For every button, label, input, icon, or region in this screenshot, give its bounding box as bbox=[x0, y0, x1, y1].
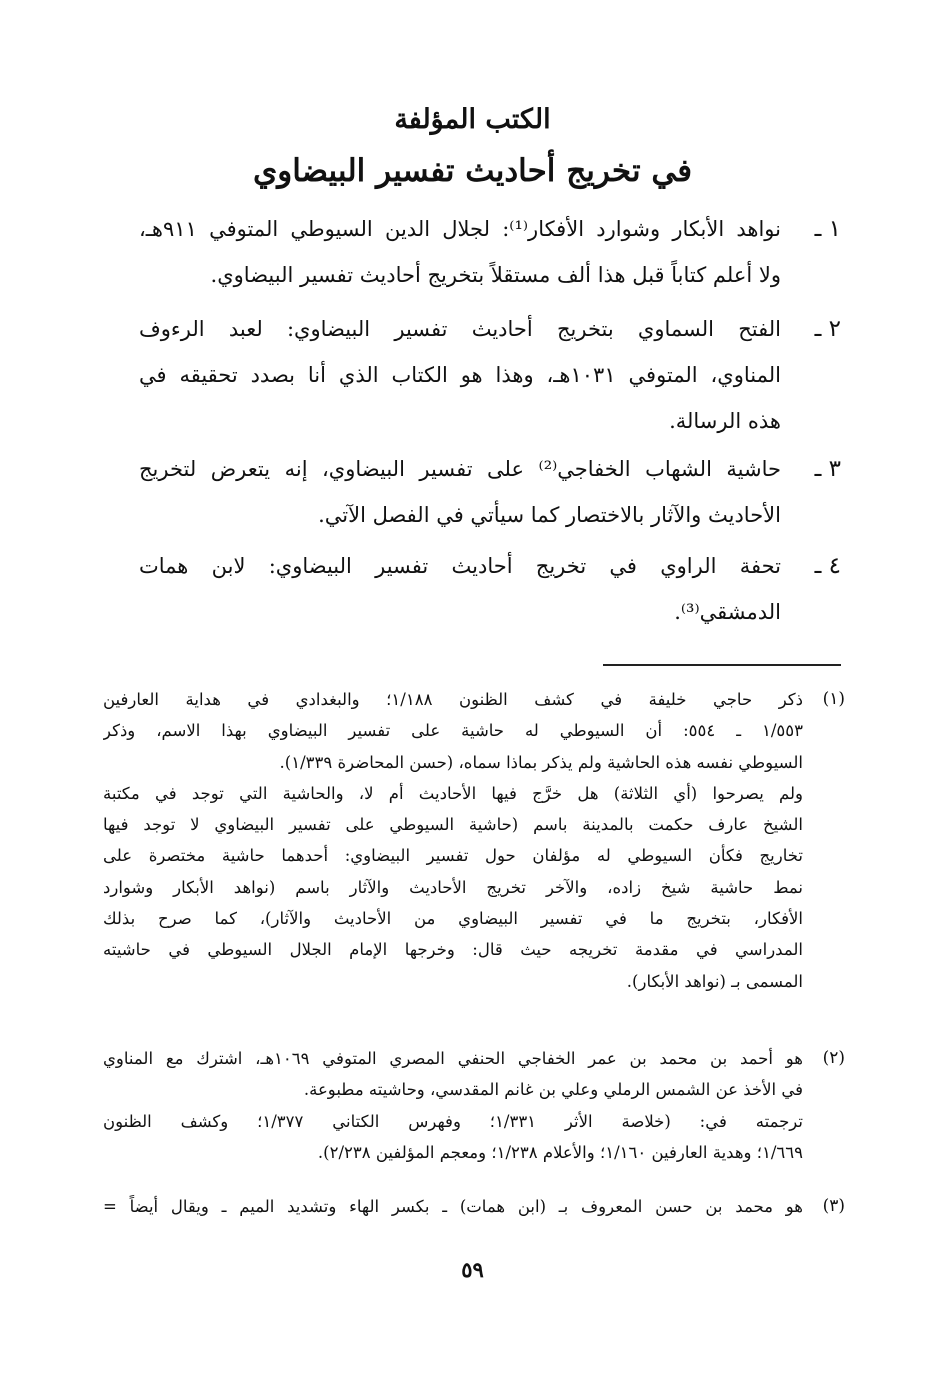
text-line: حاشية الشهاب الخفاجي⁽²⁾ على تفسير البيضاوي، إنه يتعرض لتخريج bbox=[139, 457, 781, 481]
text-line: الدمشقي⁽³⁾. bbox=[674, 600, 781, 624]
footnote-line: تخاريج فكأن السيوطي له مؤلفان حول تفسير البيضاوي: أحدهما حاشية مختصرة على bbox=[103, 846, 803, 866]
footnote-number: (٣) bbox=[822, 1196, 845, 1216]
footnote-line: نمط حاشية شيخ زاده، والآخر تخريج الأحاديث والآثار باسم (نواهد الأبكار وشوارد bbox=[103, 877, 803, 897]
text-line: نواهد الأبكار وشوارد الأفكار⁽¹⁾: لجلال الدين السيوطي المتوفي ٩١١هـ، bbox=[139, 217, 781, 241]
footnote-number: (١) bbox=[822, 689, 845, 709]
text-line: هذه الرسالة. bbox=[669, 409, 781, 433]
footnote-line: ١/٥٥٣ ـ ٥٥٤: أن السيوطي له حاشية على تفسير البيضاوي بهذا الاسم، وذكر bbox=[103, 721, 803, 741]
text-line: ولا أعلم كتاباً قبل هذا ألف مستقلاً بتخريج أحاديث تفسير البيضاوي. bbox=[210, 263, 781, 287]
item-number: ١ ـ bbox=[814, 216, 841, 242]
footnote-line: الشيخ عارف حكمت بالمدينة باسم (حاشية السيوطي على تفسير البيضاوي لا توجد فيها bbox=[103, 815, 803, 835]
page-number: ٥٩ bbox=[461, 1257, 484, 1282]
text-line: المناوي، المتوفي ١٠٣١هـ، وهذا هو الكتاب الذي أنا بصدد تحقيقه في bbox=[139, 363, 781, 387]
item-text bbox=[139, 543, 781, 635]
footnote-line: السيوطي نفسه هذه الحاشية ولم يذكر بماذا سماه، (حسن المحاضرة ١/٣٣٩). bbox=[279, 752, 803, 772]
item-number: ٣ ـ bbox=[814, 456, 841, 482]
item-number: ٤ ـ bbox=[814, 553, 841, 579]
footnote-line: ولم يصرحوا (أي الثلاثة) هل خرَّج فيها الأحاديث أم لا، والحاشية التي توجد في مكتبة bbox=[103, 783, 803, 803]
footnote-line: في الأخذ عن الشمس الرملي وعلي بن غانم المقدسي، وحاشيته مطبوعة. bbox=[303, 1080, 803, 1100]
item-number: ٢ ـ bbox=[814, 316, 841, 342]
footnote-line: ذكر حاجي خليفة في كشف الظنون ١/١٨٨؛ والبغدادي في هداية العارفين bbox=[103, 690, 803, 709]
footnote-line: الأفكار، بتخريج ما في تفسير البيضاوي من الأحاديث والآثار)، كما صرح بذلك bbox=[103, 909, 803, 929]
text-line: الفتح السماوي بتخريج أحاديث تفسير البيضاوي: لعبد الرءوف bbox=[139, 317, 781, 341]
footnote-line: هو أحمد بن محمد بن عمر الخفاجي الحنفي المصري المتوفي ١٠٦٩هـ، اشترك مع المناوي bbox=[103, 1049, 803, 1068]
footnote-line: ترجمته في: (خلاصة الأثر ١/٣٣١؛ وفهرس الكتاني ١/٣٧٧؛ وكشف الظنون bbox=[103, 1111, 803, 1131]
footnote-text bbox=[103, 1043, 803, 1168]
footnote-line: المدراسي في مقدمة تخريجه حيث قال: وخرجها الإمام الجلال السيوطي في حاشيته bbox=[103, 940, 803, 960]
item-text bbox=[139, 306, 781, 444]
footnote-line: ١/٦٦٩؛ وهدية العارفين ١/١٦٠؛ والأعلام ١/٢٣٨؛ ومعجم المؤلفين ٢/٢٣٨). bbox=[317, 1142, 803, 1162]
footnote-number: (٢) bbox=[822, 1048, 845, 1068]
footnote-text bbox=[103, 1191, 803, 1222]
footnote-line: المسمى بـ (نواهد الأبكار). bbox=[626, 971, 803, 991]
item-text bbox=[139, 206, 781, 298]
footnote-line: هو محمد بن حسن المعروف بـ (ابن همات) ـ بكسر الهاء وتشديد الميم ـ ويقال أيضاً = bbox=[103, 1197, 803, 1216]
text-line: تحفة الراوي في تخريج أحاديث تفسير البيضاوي: لابن همات bbox=[139, 554, 781, 578]
text-line: الأحاديث والآثار بالاختصار كما سيأتي في الفصل الآتي. bbox=[318, 503, 781, 527]
footnote-separator bbox=[603, 664, 841, 666]
chapter-title: الكتب المؤلفة bbox=[394, 104, 551, 135]
item-text bbox=[139, 446, 781, 538]
chapter-subtitle: في تخريج أحاديث تفسير البيضاوي bbox=[252, 153, 693, 189]
footnote-text bbox=[103, 684, 803, 997]
